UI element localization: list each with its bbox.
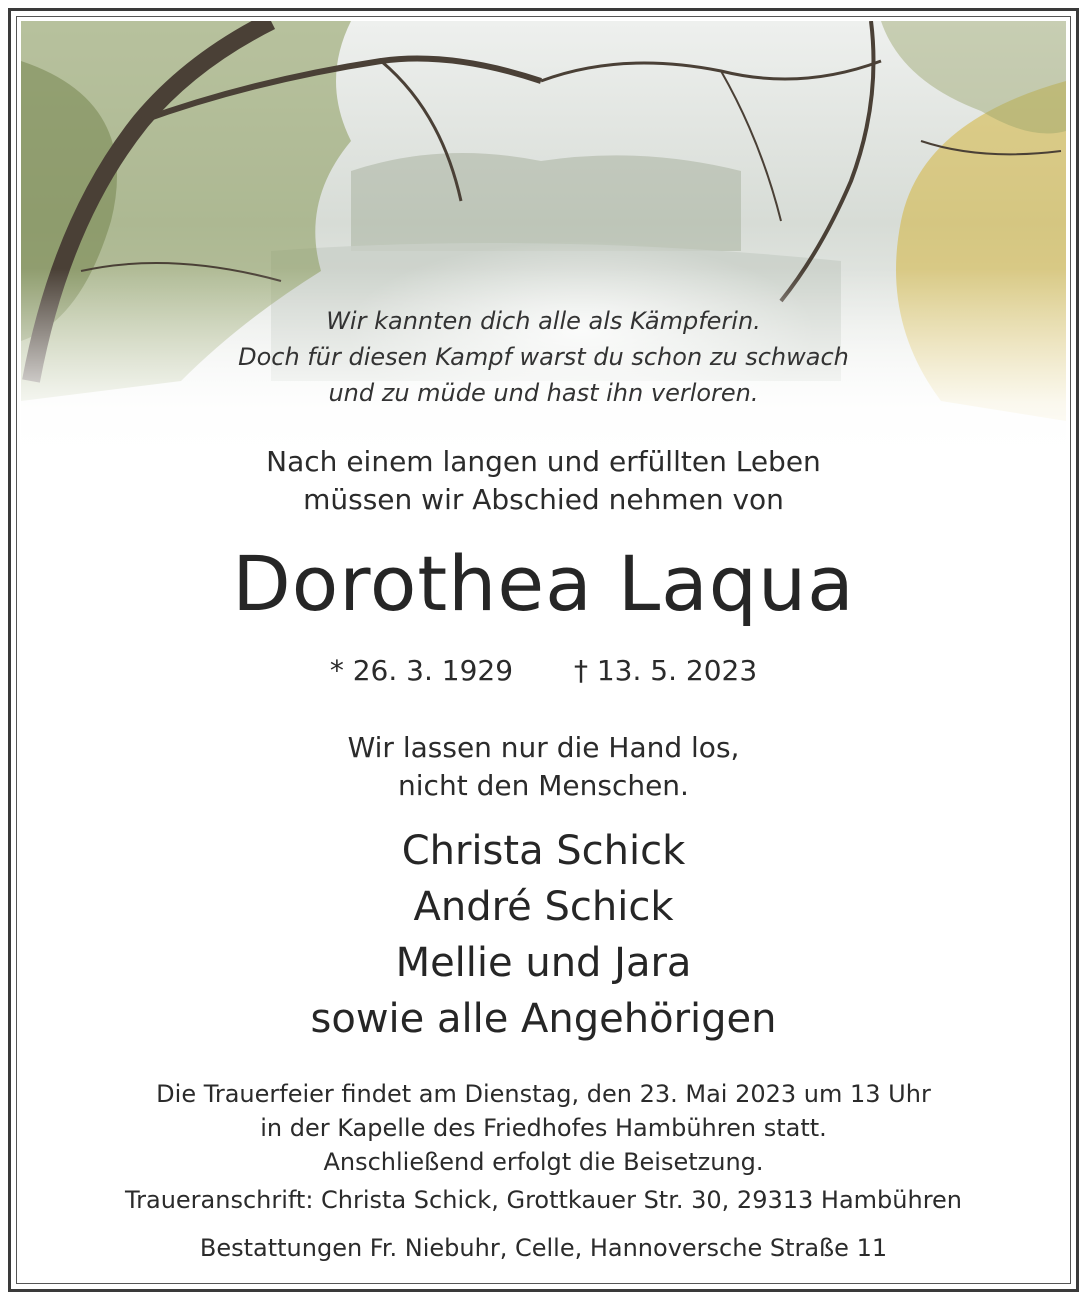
poem: [11, 303, 1076, 411]
funeral-notice: [11, 1077, 1076, 1179]
mourner-name: Christa Schick: [401, 828, 686, 874]
mourner-name: André Schick: [413, 884, 674, 930]
obituary-frame: [8, 8, 1079, 1292]
intro-line: Nach einem langen und erfüllten Leben: [266, 445, 821, 478]
undertaker-info: Bestattungen Fr. Niebuhr, Celle, Hannoversche Straße 11: [199, 1234, 888, 1262]
quote-line: nicht den Menschen.: [398, 769, 689, 802]
mourning-address: Traueranschrift: Christa Schick, Grottkauer Str. 30, 29313 Hambühren: [124, 1186, 963, 1214]
notice-line: in der Kapelle des Friedhofes Hambühren statt.: [260, 1114, 827, 1142]
quote: [11, 729, 1076, 805]
deceased-name: Dorothea Laqua: [232, 539, 855, 628]
life-dates: [11, 651, 1076, 691]
mourner-name: sowie alle Angehörigen: [310, 996, 777, 1042]
death-date: † 13. 5. 2023: [573, 654, 758, 687]
notice-line: Die Trauerfeier findet am Dienstag, den 23. Mai 2023 um 13 Uhr: [156, 1080, 931, 1108]
poem-line: Doch für diesen Kampf warst du schon zu schwach: [238, 343, 849, 371]
intro-text: [11, 443, 1076, 519]
intro-line: müssen wir Abschied nehmen von: [303, 483, 784, 516]
mourners-list: [11, 823, 1076, 1047]
mourner-name: Mellie und Jara: [395, 940, 692, 986]
poem-line: und zu müde und hast ihn verloren.: [328, 379, 759, 407]
notice-line: Anschließend erfolgt die Beisetzung.: [323, 1148, 764, 1176]
birth-date: * 26. 3. 1929: [329, 654, 514, 687]
poem-line: Wir kannten dich alle als Kämpferin.: [326, 307, 761, 335]
quote-line: Wir lassen nur die Hand los,: [347, 731, 740, 764]
